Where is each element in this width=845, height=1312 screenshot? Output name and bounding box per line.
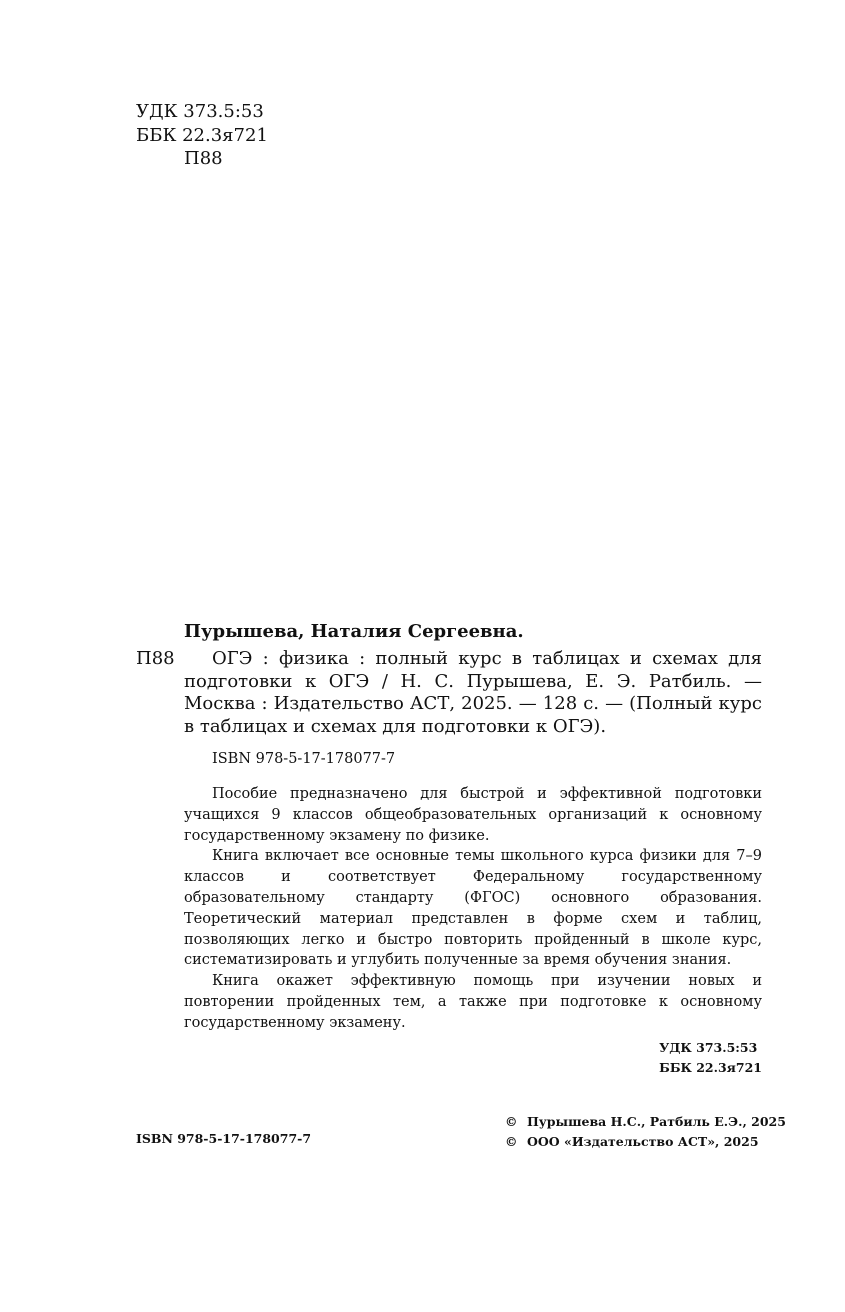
copyright-line [505,1112,786,1132]
author-heading: Пурышева, Наталия Сергеевна. [184,621,524,642]
copyright-icon: © [505,1114,518,1129]
isbn-main: ISBN 978-5-17-178077-7 [212,751,396,767]
annotation [184,784,762,1034]
entry-description: ОГЭ : физика : полный курс в таблицах и схемах для подготовки к ОГЭ / Н. С. Пурышева, Е. Э. Ратбиль. — Москва : Издательство АСТ, 2025. — 128 с. — (Полный курс в таблицах и схемах для подготовки к ОГЭ). [184,648,762,737]
bottom-classification-codes [659,1038,762,1078]
udk-code-bottom: УДК 373.5:53 [659,1040,758,1055]
copyright-text: Пурышева Н.С., Ратбиль Е.Э., 2025 [527,1114,786,1129]
udk-code: УДК 373.5:53 [136,101,264,122]
annotation-paragraph: Книга окажет эффективную помощь при изучении новых и повторении пройденных тем, а также при подготовке к основному государственному экзамену. [184,973,762,1031]
copyright-block [505,1112,786,1152]
bbk-code: ББК 22.3я721 [136,124,268,146]
copyright-line [505,1132,786,1152]
copyright-text: ООО «Издательство АСТ», 2025 [527,1134,759,1149]
annotation-paragraph: Книга включает все основные темы школьного курса физики для 7–9 классов и соответствует Федеральному государственному образовательному стандарту (ФГОС) основного образования. Теоретический материал представлен в форме схем и таблиц, позволяющих легко и быстро повторить пройденный в школе курс, систематизировать и углубить полученные за время обучения знания. [184,848,762,969]
annotation-paragraph: Пособие предназначено для быстрой и эффективной подготовки учащихся 9 классов общеобразовательных организаций к основному государственному экзамену по физике. [184,786,762,844]
bibliographic-entry [136,648,762,738]
isbn-bottom: ISBN 978-5-17-178077-7 [136,1131,312,1146]
copyright-icon: © [505,1134,518,1149]
entry-cutter-code: П88 [136,648,175,669]
top-classification-codes [136,100,268,171]
cutter-code: П88 [184,148,223,169]
bbk-code-bottom: ББК 22.3я721 [659,1060,762,1075]
